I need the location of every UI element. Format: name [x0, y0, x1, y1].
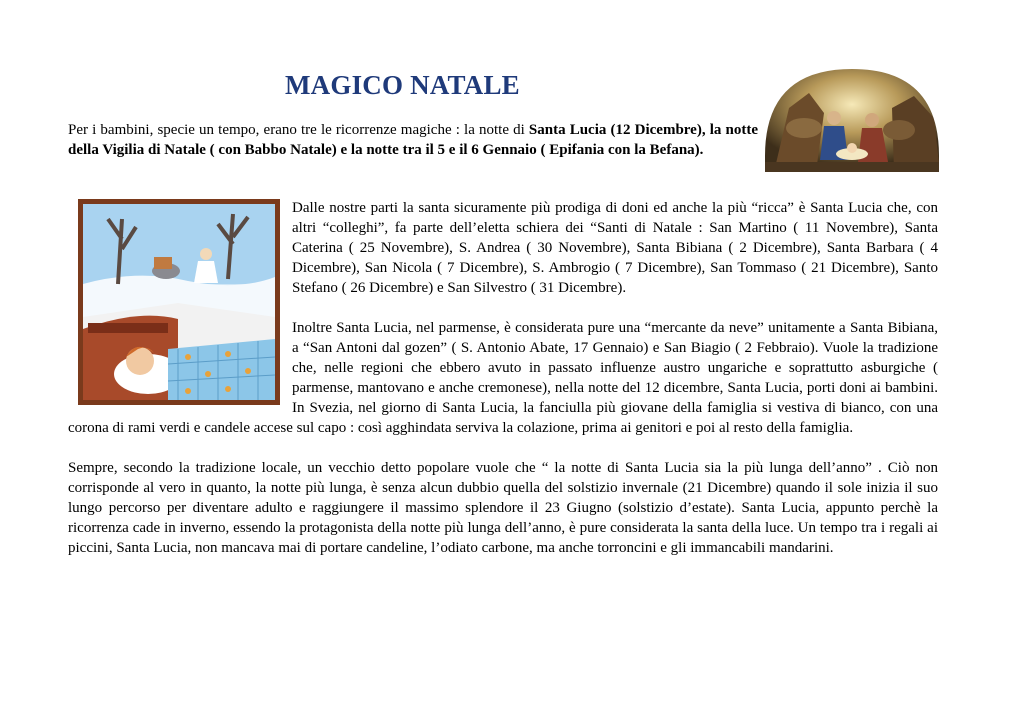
intro-paragraph — [68, 120, 758, 160]
main-text — [68, 198, 938, 578]
intro-text: Per i bambini, specie un tempo, erano tre le ricorrenze magiche : la notte di — [68, 122, 529, 138]
paragraph-longest-night: Sempre, secondo la tradizione locale, un vecchio detto popolare vuole che “ la notte di Santa Lucia sia la più lunga dell’anno” . Ciò non corrisponde al vero in quanto, la notte più lunga, è senza alcun dubbio quella del solstizio invernale (21 Dicembre) quando il sole inizia il suo lungo percorso per diventare adulto e raggiungere il massimo splendore il 23 Giugno (solstizio d’estate). Santa Lucia, appunto perchè la ricorrenza cade in inverno, essendo la protagonista della notte più lunga dell’anno, è pure considerata la santa della luce. Un tempo tra i regali ai piccini, Santa Lucia, non mancava mai di portare candeline, l’odiato carbone, ma anche torroncini e gli immancabili mandarini. — [68, 460, 938, 556]
paragraph-tradition: Inoltre Santa Lucia, nel parmense, è considerata pure una “mercante da neve” unitamente a Santa Bibiana, a “San Antoni dal gozen” ( S. Antonio Abate, 17 Gennaio) e San Biagio ( 2 Febbraio). Vuole la tradizione che, nelle regioni che ebbero avuto in passato influenze austro ungariche e soprattutto asburgiche ( parmense, mantovano e anche cremonese), nella notte del 12 dicembre, Santa Lucia, porti doni ai bambini. In Svezia, nel giorno di Santa Lucia, la fanciulla più giovane della famiglia si vestiva di bianco, con una corona di rami verdi e candele accese sul capo : così agghindata serviva la colazione, prima ai genitori e poi al resto della famiglia. — [68, 320, 938, 436]
santa-lucia-illustration — [78, 199, 280, 405]
nativity-illustration — [764, 68, 940, 172]
page-title: MAGICO NATALE — [285, 70, 520, 100]
paragraph-saints: Dalle nostre parti la santa sicuramente più prodiga di doni ed anche la più “ricca” è Santa Lucia che, con altri “colleghi”, fa parte dell’eletta schiera dei “Santi di Natale : San Martino ( 11 Novembre), Santa Caterina ( 25 Novembre), S. Andrea ( 30 Novembre), Santa Bibiana ( 2 Dicembre), Santa Barbara ( 4 Dicembre), San Nicola ( 7 Dicembre), S. Ambrogio ( 7 Dicembre), San Tommaso ( 21 Dicembre), Santo Stefano ( 26 Dicembre) e San Silvestro ( 31 Dicembre). — [292, 200, 938, 296]
intro-bold-text: Santa Lucia (12 Dicembre), la notte della Vigilia di Natale ( con Babbo Natale) e la notte tra il 5 e il 6 Gennaio ( Epifania con la Befana). — [68, 122, 758, 158]
